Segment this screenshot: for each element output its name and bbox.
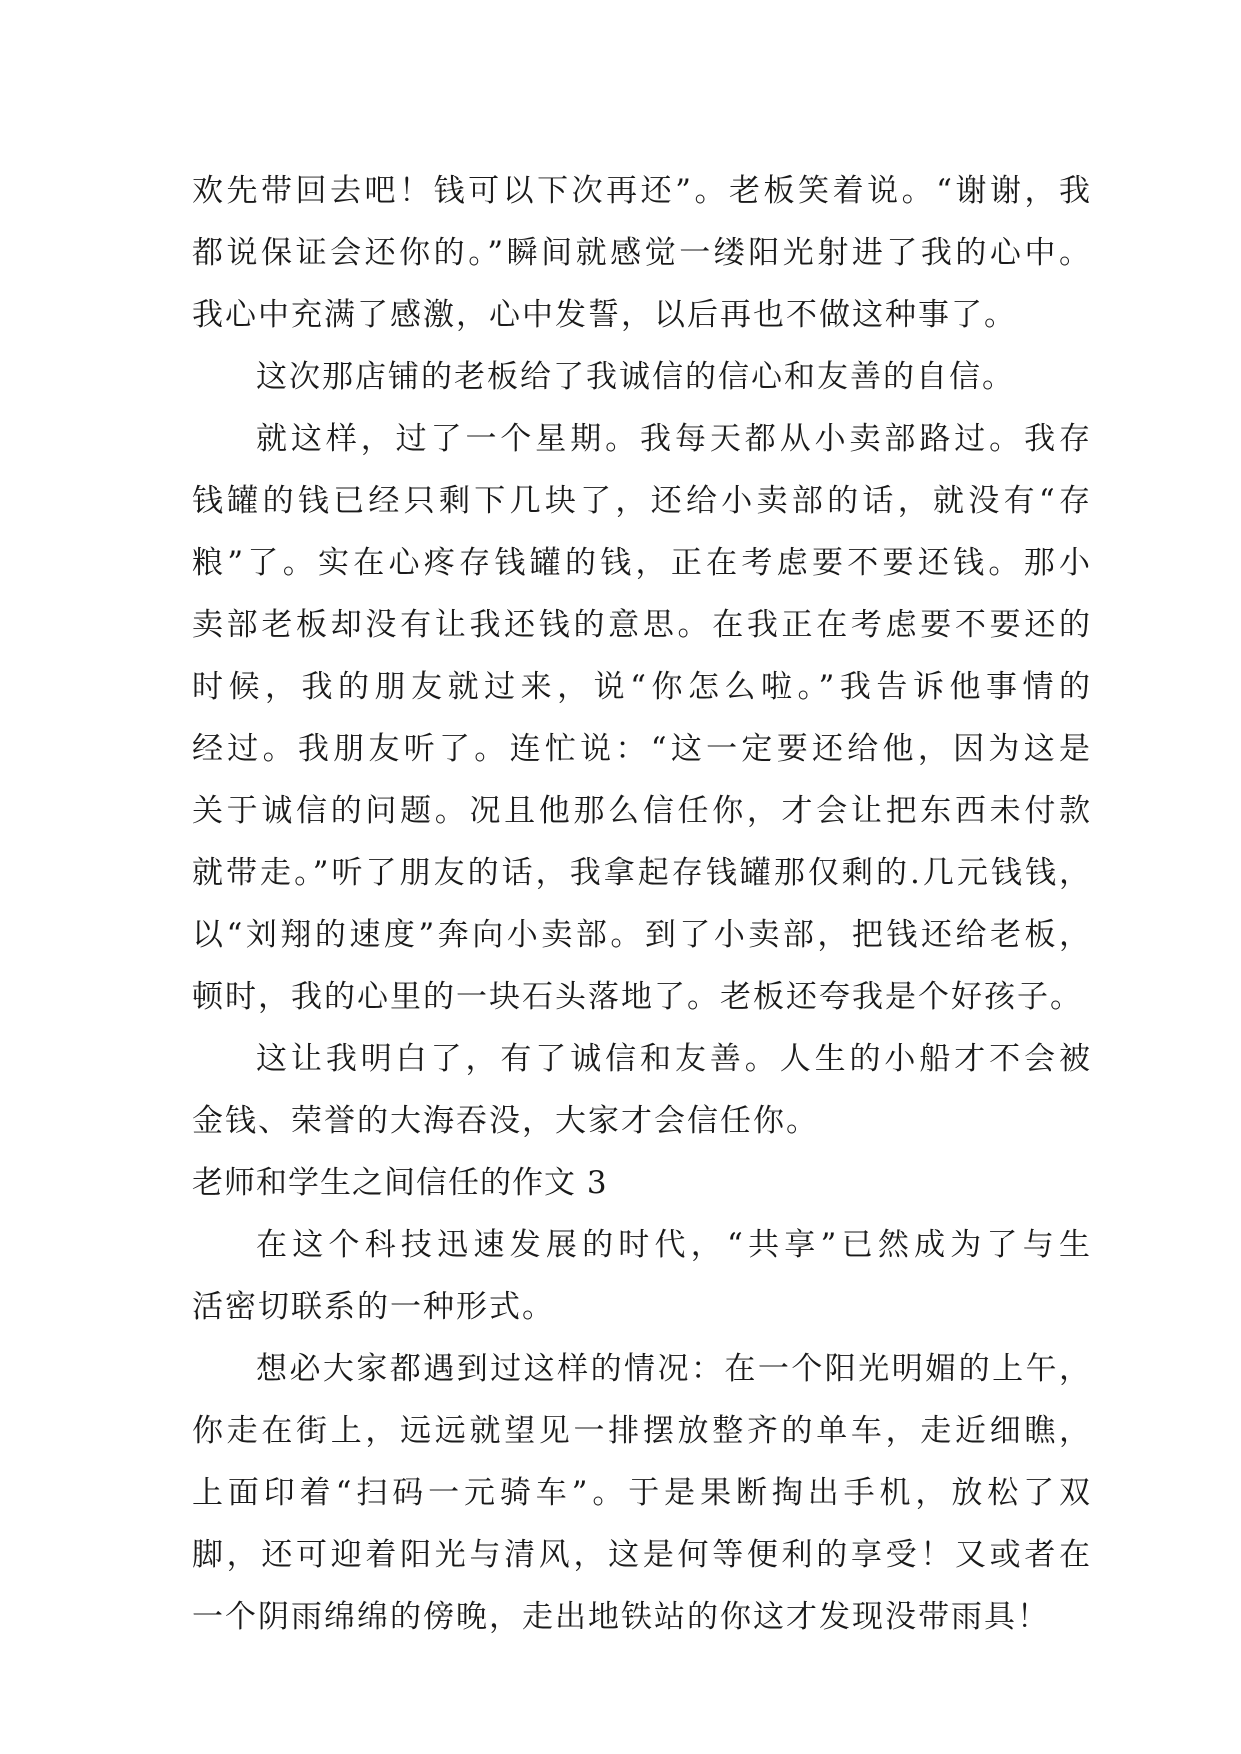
paragraph-line: 这次那店铺的老板给了我诚信的信心和友善的自信。 bbox=[256, 359, 1015, 395]
text-line: 粮”了。实在心疼存钱罐的钱，正在考虑要不要还钱。那小 bbox=[192, 545, 1092, 581]
text-line: 关于诚信的问题。况且他那么信任你，才会让把东西未付款 bbox=[192, 793, 1092, 829]
text-line: 顿时，我的心里的一块石头落地了。老板还夸我是个好孩子。 bbox=[192, 979, 1083, 1015]
text-line: 卖部老板却没有让我还钱的意思。在我正在考虑要不要还的 bbox=[192, 607, 1092, 643]
paragraph-line: 想必大家都遇到过这样的情况：在一个阳光明媚的上午， bbox=[256, 1351, 1092, 1387]
text-line: 你走在街上，远远就望见一排摆放整齐的单车，走近细瞧， bbox=[192, 1413, 1092, 1449]
text-line: 就带走。”听了朋友的话，我拿起存钱罐那仅剩的.几元钱钱， bbox=[192, 855, 1092, 891]
text-line: 我心中充满了感激，心中发誓，以后再也不做这种事了。 bbox=[192, 297, 1017, 333]
text-line: 欢先带回去吧！钱可以下次再还”。老板笑着说。“谢谢，我 bbox=[192, 173, 1092, 209]
paragraph-line: 这让我明白了，有了诚信和友善。人生的小船才不会被 bbox=[256, 1041, 1092, 1077]
text-line: 上面印着“扫码一元骑车”。于是果断掏出手机，放松了双 bbox=[192, 1475, 1092, 1511]
text-line: 金钱、荣誉的大海吞没，大家才会信任你。 bbox=[192, 1103, 819, 1139]
text-line: 钱罐的钱已经只剩下几块了，还给小卖部的话，就没有“存 bbox=[192, 483, 1092, 519]
text-line: 活密切联系的一种形式。 bbox=[192, 1289, 555, 1325]
text-line: 以“刘翔的速度”奔向小卖部。到了小卖部，把钱还给老板， bbox=[192, 917, 1092, 953]
section-heading: 老师和学生之间信任的作文 3 bbox=[192, 1165, 608, 1201]
text-line: 都说保证会还你的。”瞬间就感觉一缕阳光射进了我的心中。 bbox=[192, 235, 1092, 271]
essay-body bbox=[192, 160, 1092, 1648]
paragraph-line: 就这样，过了一个星期。我每天都从小卖部路过。我存 bbox=[256, 421, 1092, 457]
text-line: 一个阴雨绵绵的傍晚，走出地铁站的你这才发现没带雨具！ bbox=[192, 1599, 1050, 1635]
paragraph-line: 在这个科技迅速发展的时代，“共享”已然成为了与生 bbox=[256, 1227, 1092, 1263]
text-line: 经过。我朋友听了。连忙说：“这一定要还给他，因为这是 bbox=[192, 731, 1092, 767]
text-line: 脚，还可迎着阳光与清风，这是何等便利的享受！又或者在 bbox=[192, 1537, 1092, 1573]
text-line: 时候，我的朋友就过来，说“你怎么啦。”我告诉他事情的 bbox=[192, 669, 1092, 705]
